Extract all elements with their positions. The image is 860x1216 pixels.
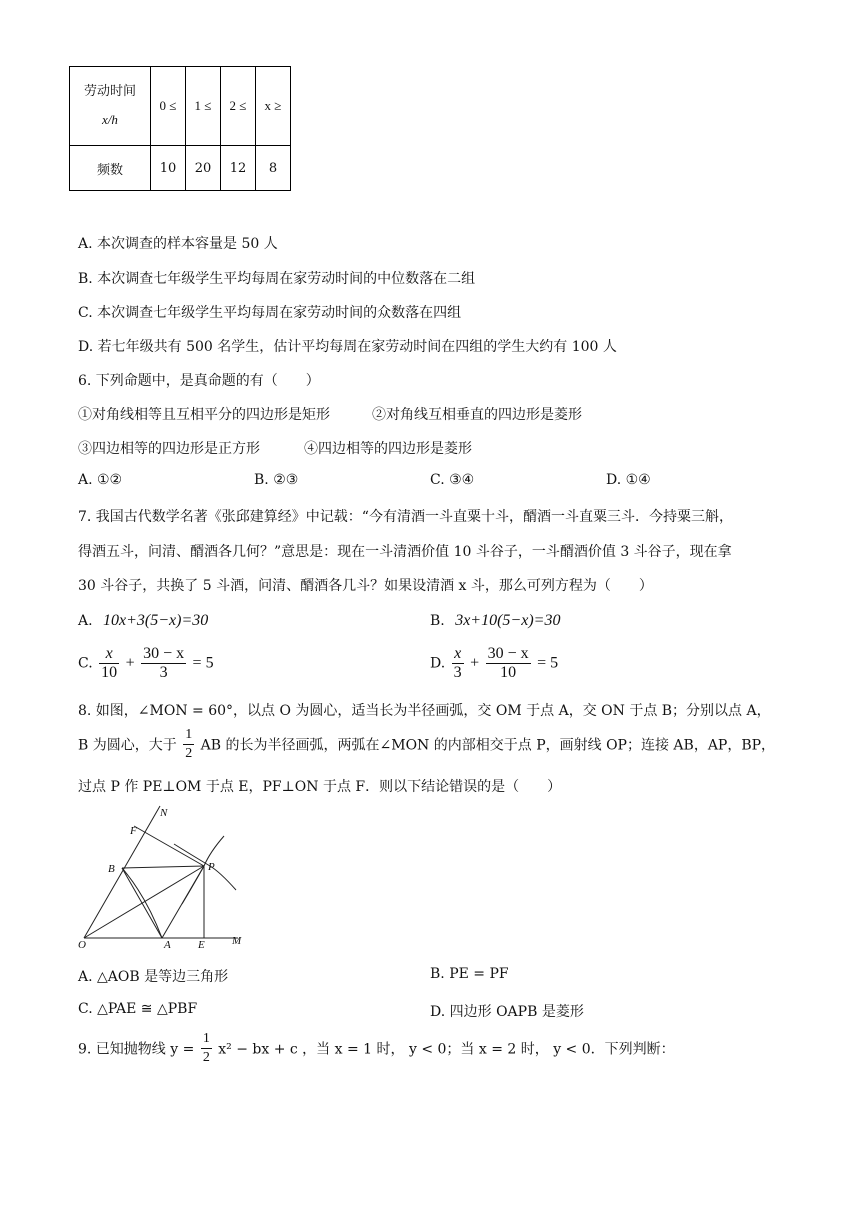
q6-stem: 6. 下列命题中，是真命题的有（ ）: [78, 373, 320, 389]
table-header-cell: 0 ≤: [151, 67, 186, 146]
q6-statement-2: ②对角线互相垂直的四边形是菱形: [372, 407, 582, 423]
q7-option-a: [78, 612, 208, 630]
q8-line-2: B 为圆心，大于 $\frac{1}{2}$ AB 的长为半径画弧，两弧在∠MON 的内部相交于点 P，画射线 OP；连接 AB，AP，BP，: [78, 727, 776, 761]
table-header-cell: 1 ≤: [186, 67, 221, 146]
q6-statement-4: ④四边相等的四边形是菱形: [304, 441, 472, 457]
option-label: B.: [430, 613, 445, 629]
ray-op: [84, 866, 204, 938]
table-label: 劳动时间: [83, 83, 136, 99]
label-p: P: [208, 861, 215, 873]
q8-option-b: B. PE = PF: [430, 966, 509, 982]
table-label-unit: x/h: [102, 111, 118, 127]
plus-sign: +: [125, 654, 135, 672]
fraction-one-half: $\frac{1}{2}$: [185, 727, 193, 761]
q8-line-3: 过点 P 作 PE⊥OM 于点 E，PF⊥ON 于点 F．则以下结论错误的是（ ）: [78, 779, 562, 795]
ray-on: [84, 806, 160, 938]
q7-option-b: [430, 612, 560, 630]
fraction: $\frac{x}{10}$: [101, 645, 118, 681]
q6-option-c: C. ③④: [430, 472, 475, 488]
q6-option-d: D. ①④: [606, 472, 651, 488]
q6-option-b: B. ②③: [254, 472, 299, 488]
table-cell: 频数: [70, 146, 151, 191]
q7-option-c: [78, 645, 214, 682]
q7-line-1: 7. 我国古代数学名著《张邱建算经》中记载：“今有清酒一斗直粟十斗，醑酒一斗直粟三斗．今持粟三斛，: [78, 509, 733, 525]
option-label: A.: [78, 613, 93, 629]
segment-ab: [122, 868, 162, 938]
table-cell: 20: [186, 146, 221, 191]
option-label: D.: [430, 655, 446, 672]
label-e: E: [198, 939, 205, 950]
q8-line-1: 8. 如图，∠MON = 60°，以点 O 为圆心，适当长为半径画弧，交 OM 于点 A，交 ON 于点 B；分别以点 A，: [78, 703, 771, 719]
q8-option-d: D. 四边形 OAPB 是菱形: [430, 1004, 584, 1020]
q5-option-a: A. 本次调查的样本容量是 50 人: [78, 236, 278, 252]
q7-line-3: 30 斗谷子，共换了 5 斗酒，问清、醑酒各几斗？如果设清酒 x 斗，那么可列方程为（ ）: [78, 578, 653, 594]
q6-statement-3: ③四边相等的四边形是正方形: [78, 441, 260, 457]
q7-line-2: 得酒五斗，问清、醑酒各几何？”意思是：现在一斗清酒价值 10 斗谷子，一斗醑酒价值 3 斗谷子，现在拿: [78, 544, 732, 560]
table-header-cell: [70, 67, 151, 146]
fraction: $\frac{30 - x}{10}$: [487, 645, 529, 681]
q6-statement-1: ①对角线相等且互相平分的四边形是矩形: [78, 407, 330, 423]
table-cell: 8: [256, 146, 291, 191]
q5-option-b: B. 本次调查七年级学生平均每周在家劳动时间的中位数落在二组: [78, 271, 476, 287]
q6-option-a: A. ①②: [78, 472, 123, 488]
fraction-one-half: $\frac{1}{2}$: [202, 1031, 210, 1065]
fraction: $\frac{x}{3}$: [453, 645, 462, 681]
q7-option-d: [430, 645, 558, 682]
fraction: $\frac{30 - x}{3}$: [143, 645, 185, 681]
arc-from-a: [182, 836, 224, 904]
plus-sign: +: [470, 654, 480, 672]
table-header-cell: 2 ≤: [221, 67, 256, 146]
q5-option-d: D. 若七年级共有 500 名学生，估计平均每周在家劳动时间在四组的学生大约有 100 人: [78, 339, 617, 355]
equation: 10x+3(5−x)=30: [103, 612, 209, 629]
option-label: C.: [78, 655, 93, 672]
label-m: M: [232, 935, 242, 947]
label-o: O: [78, 939, 86, 950]
label-f: F: [130, 825, 137, 837]
q8-option-c: C. △PAE ≅ △PBF: [78, 1001, 198, 1017]
equation: 3x+10(5−x)=30: [455, 612, 561, 629]
geometry-figure: [70, 800, 260, 950]
equation-rhs: = 5: [537, 654, 559, 672]
table-cell: 12: [221, 146, 256, 191]
table-row: [70, 67, 291, 146]
table-cell: 10: [151, 146, 186, 191]
label-a: A: [164, 939, 171, 950]
table-header-cell: x ≥: [256, 67, 291, 146]
equation-rhs: = 5: [192, 654, 214, 672]
label-n: N: [160, 807, 168, 819]
q8-option-a: A. △AOB 是等边三角形: [78, 969, 229, 985]
segment-bp: [122, 866, 204, 868]
table-row: [70, 146, 291, 191]
frequency-table: [69, 66, 291, 191]
q9-stem: 9. 已知抛物线 y = $\frac{1}{2}$ x² − bx + c ，当 x = 1 时， y < 0；当 x = 2 时， y < 0．下列判断：: [78, 1031, 675, 1065]
q5-option-c: C. 本次调查七年级学生平均每周在家劳动时间的众数落在四组: [78, 305, 462, 321]
segment-pf: [134, 826, 204, 866]
label-b: B: [108, 863, 115, 875]
